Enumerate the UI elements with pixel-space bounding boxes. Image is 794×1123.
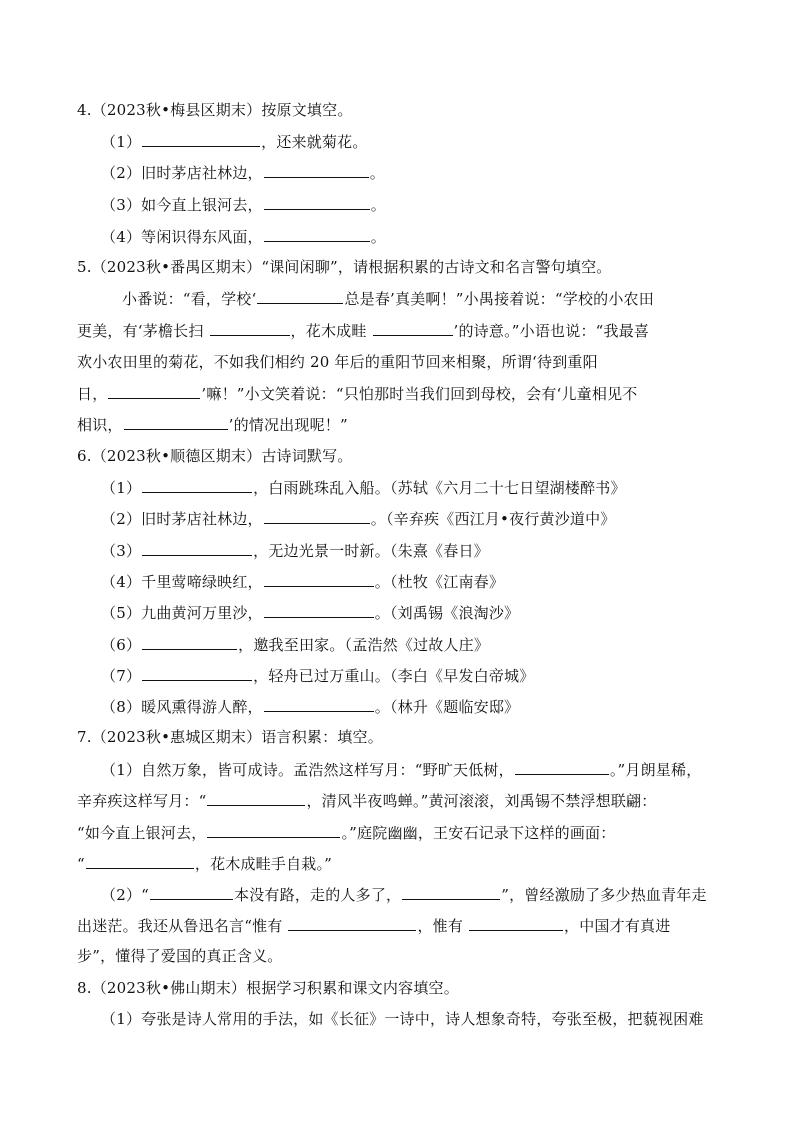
q5-blank-2[interactable] [210, 320, 290, 336]
q7-line-5 [101, 884, 707, 904]
q6-item-5 [101, 602, 519, 622]
q5-title: 5.（2023秋•番禺区期末）“课间闲聊”，请根据积累的古诗文和名言警句填空。 [77, 258, 612, 276]
q7-line-6 [77, 915, 670, 935]
q6-blank-1[interactable] [142, 477, 252, 493]
q7-text: 。”庭院幽幽，王安石记录下这样的画面： [341, 824, 616, 842]
q7-line-3 [77, 822, 615, 842]
q6-item-6 [101, 634, 489, 654]
q6-blank-7[interactable] [142, 665, 252, 681]
q7-text: （1）自然万象，皆可成诗。孟浩然这样写月：“野旷天低树， [101, 761, 514, 779]
q5-line-1 [122, 288, 654, 308]
q7-blank-6[interactable] [402, 884, 500, 900]
q6-title: 6.（2023秋•顺德区期末）古诗词默写。 [77, 447, 353, 465]
q6-item-4-post: 。（杜牧《江南春》 [374, 573, 505, 591]
q6-item-7-pre: （7） [101, 667, 142, 685]
q5-text: 相识， [77, 416, 123, 434]
q4-item-2 [101, 162, 385, 182]
q5-line-4 [77, 383, 637, 403]
q7-text: ，花木成畦手自栽。” [194, 855, 333, 873]
q7-line-4 [77, 853, 332, 873]
q4-blank-1[interactable] [142, 131, 260, 147]
q6-item-2 [101, 508, 616, 528]
q7-text: “如今直上银河去， [77, 824, 207, 842]
q7-line-7: 步”，懂得了爱国的真正含义。 [77, 947, 283, 965]
q5-blank-3[interactable] [373, 320, 453, 336]
q6-item-3-pre: （3） [101, 542, 142, 560]
q7-blank-1[interactable] [515, 759, 609, 775]
q6-item-6-post: ，邀我至田家。（孟浩然《过故人庄》 [238, 636, 490, 654]
q5-text: 更美，有‘茅檐长扫 [77, 322, 209, 340]
q7-blank-2[interactable] [207, 790, 305, 806]
q6-item-1-pre: （1） [101, 479, 142, 497]
q4-item-1-pre: （1） [101, 133, 142, 151]
q4-item-2-pre: （2）旧时茅店社林边， [101, 164, 263, 182]
q4-item-4-pre: （4）等闲识得东风面， [101, 228, 263, 246]
q7-text: 出迷茫。我还从鲁迅名言“惟有 [77, 917, 288, 935]
q5-text: 总是春’真美啊！”小禺接着说：“学校的小农田 [344, 290, 654, 308]
q5-text: ’的诗意。”小语也说：“我最喜 [453, 322, 650, 340]
q5-text: ’的情况出现呢！” [228, 416, 348, 434]
q7-text: 辛弃疾这样写月：“ [77, 792, 207, 810]
q7-blank-7[interactable] [288, 915, 416, 931]
q6-item-4 [101, 571, 504, 591]
q6-item-1 [101, 477, 626, 497]
q7-line-1 [101, 759, 701, 779]
q4-blank-3[interactable] [264, 194, 370, 210]
q6-item-2-post: 。（辛弃疾《西江月•夜行黄沙道中》 [370, 510, 616, 528]
q6-item-7 [101, 665, 534, 685]
q4-item-1-post: ，还来就菊花。 [261, 133, 368, 151]
q6-item-6-pre: （6） [101, 636, 142, 654]
q5-text: ’嘛！”小文笑着说：“只怕那时当我们回到母校，会有‘儿童相见不 [201, 385, 638, 403]
q6-item-5-post: 。（刘禹锡《浪淘沙》 [374, 604, 520, 622]
q4-item-2-post: 。 [369, 164, 385, 182]
q7-title: 7.（2023秋•惠城区期末）语言积累：填空。 [77, 728, 383, 746]
q4-item-4-post: 。 [370, 228, 386, 246]
q6-item-3 [101, 540, 489, 560]
q4-blank-2[interactable] [264, 162, 369, 178]
q4-blank-4[interactable] [264, 226, 370, 242]
q4-item-3-pre: （3）如今直上银河去， [101, 196, 263, 214]
q6-blank-2[interactable] [264, 508, 370, 524]
q6-item-7-post: ，轻舟已过万重山。（李白《早发白帝城》 [253, 667, 535, 685]
q7-text: （2）“ [101, 886, 150, 904]
q7-text: ，中国才有真进 [564, 917, 671, 935]
q7-text: 。”月朗星稀， [609, 761, 702, 779]
q7-blank-5[interactable] [150, 884, 233, 900]
q5-text: 小番说：“看，学校‘ [122, 290, 257, 308]
q6-item-8 [101, 696, 519, 716]
q4-item-4 [101, 226, 386, 246]
q6-blank-5[interactable] [264, 602, 374, 618]
q8-title: 8.（2023秋•佛山期末）根据学习积累和课文内容填空。 [77, 979, 459, 997]
q7-text: 本没有路，走的人多了， [234, 886, 402, 904]
q7-line-2 [77, 790, 656, 810]
q6-item-2-pre: （2）旧时茅店社林边， [101, 510, 263, 528]
q6-blank-4[interactable] [264, 571, 374, 587]
q5-text: 日， [77, 385, 108, 403]
q6-item-4-pre: （4）千里莺啼绿映红， [101, 573, 263, 591]
q6-item-5-pre: （5）九曲黄河万里沙， [101, 604, 263, 622]
q4-item-1 [101, 131, 368, 151]
q7-text: ”，曾经激励了多少热血青年走 [501, 886, 707, 904]
q7-blank-4[interactable] [86, 853, 194, 869]
q6-blank-6[interactable] [142, 634, 237, 650]
q7-text: ，清风半夜鸣蝉。”黄河滚滚，刘禹锡不禁浮想联翩： [306, 792, 657, 810]
q4-item-3-post: 。 [370, 196, 386, 214]
q5-line-5 [77, 414, 348, 434]
q5-line-2 [77, 320, 649, 340]
q7-blank-3[interactable] [207, 822, 340, 838]
q5-blank-5[interactable] [124, 414, 228, 430]
q6-blank-3[interactable] [142, 540, 252, 556]
q6-item-8-pre: （8）暖风熏得游人醉， [101, 698, 263, 716]
q7-text: “ [77, 855, 85, 873]
q4-title: 4.（2023秋•梅县区期末）按原文填空。 [77, 101, 353, 119]
q8-line-1: （1）夸张是诗人常用的手法，如《长征》一诗中，诗人想象奇特，夸张至极，把藐视困难 [101, 1010, 704, 1028]
q7-text: ，惟有 [417, 917, 469, 935]
q7-blank-8[interactable] [469, 915, 563, 931]
q6-blank-8[interactable] [264, 696, 374, 712]
q5-blank-1[interactable] [257, 288, 343, 304]
q6-item-1-post: ，白雨跳珠乱入船。（苏轼《六月二十七日望湖楼醉书》 [253, 479, 626, 497]
q6-item-8-post: 。（林升《题临安邸》 [374, 698, 520, 716]
q5-text: ，花木成畦 [290, 322, 372, 340]
q5-line-3: 欢小农田里的菊花，不如我们相约 20 年后的重阳节回来相聚，所谓‘待到重阳 [77, 353, 598, 371]
q6-item-3-post: ，无边光景一时新。（朱熹《春日》 [253, 542, 489, 560]
q5-blank-4[interactable] [108, 383, 200, 399]
q4-item-3 [101, 194, 386, 214]
